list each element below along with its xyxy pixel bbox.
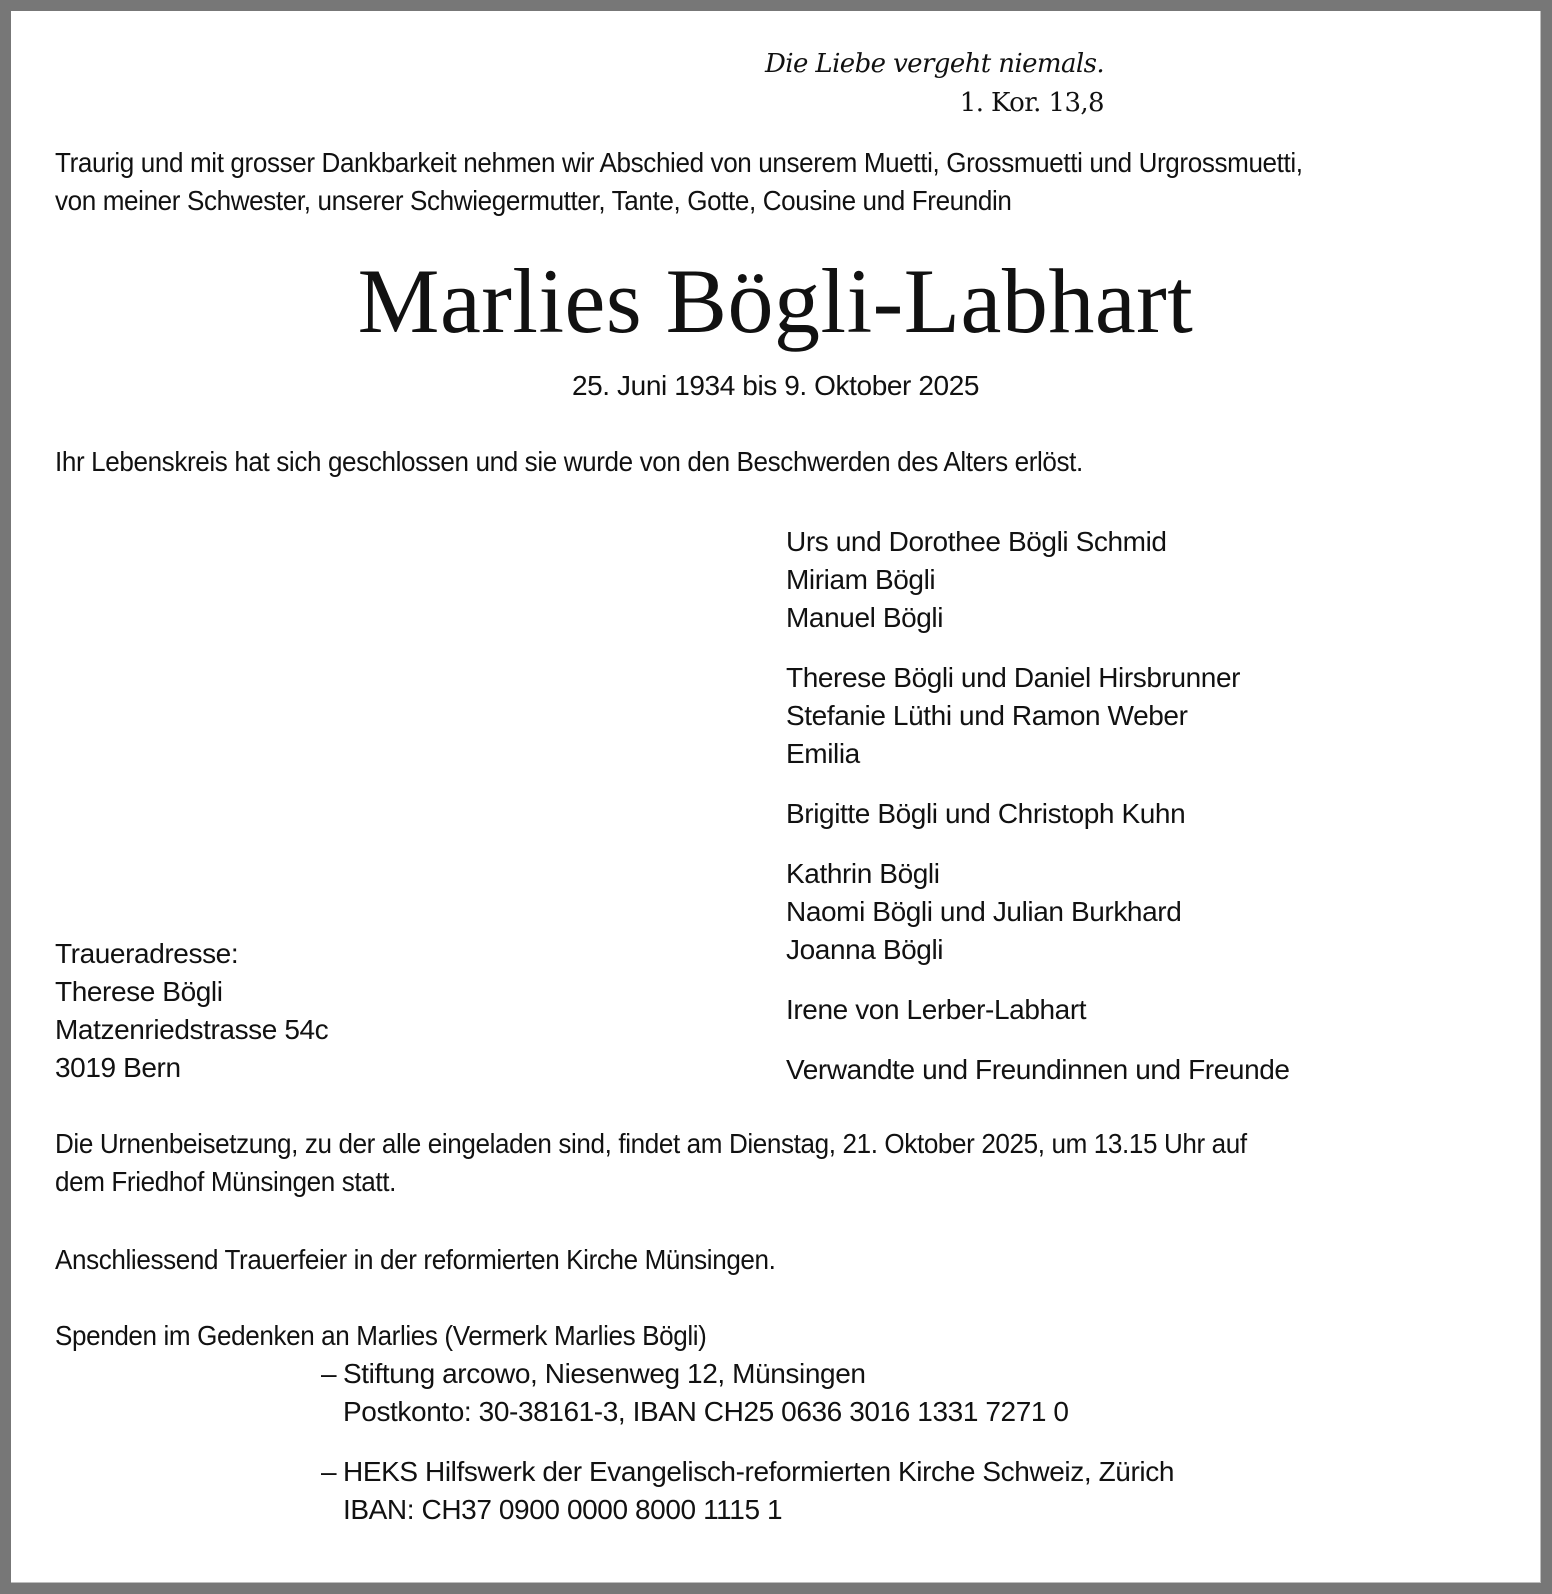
mourner-group bbox=[786, 1051, 1290, 1089]
donation-item bbox=[321, 1355, 1069, 1431]
mourner: Urs und Dorothee Bögli Schmid bbox=[786, 526, 1167, 557]
mourner-group bbox=[786, 795, 1290, 833]
dash-bullet: – bbox=[321, 1358, 337, 1389]
burial-line: dem Friedhof Münsingen statt. bbox=[55, 1166, 396, 1197]
closing-sentence: Ihr Lebenskreis hat sich geschlossen und sie wurde von den Beschwerden des Alters erlöst. bbox=[55, 446, 1083, 477]
mourner: Verwandte und Freundinnen und Freunde bbox=[786, 1054, 1290, 1085]
donations-intro: Spenden im Gedenken an Marlies (Vermerk Marlies Bögli) bbox=[55, 1320, 707, 1351]
donation-account: Postkonto: 30-38161-3, IBAN CH25 0636 3016 1331 7271 0 bbox=[343, 1396, 1069, 1427]
intro-line: von meiner Schwester, unserer Schwiegermutter, Tante, Gotte, Cousine und Freundin bbox=[55, 185, 1012, 216]
donation-recipient: Stiftung arcowo, Niesenweg 12, Münsingen bbox=[343, 1358, 866, 1389]
address-name: Therese Bögli bbox=[55, 976, 223, 1007]
donation-recipient: HEKS Hilfswerk der Evangelisch-reformierten Kirche Schweiz, Zürich bbox=[343, 1456, 1174, 1487]
address-city: 3019 Bern bbox=[55, 1052, 181, 1083]
mourner: Emilia bbox=[786, 738, 860, 769]
ceremony-notice: Anschliessend Trauerfeier in der reformierten Kirche Münsingen. bbox=[55, 1244, 776, 1275]
donation-account: IBAN: CH37 0900 0000 8000 1115 1 bbox=[343, 1494, 783, 1525]
burial-notice bbox=[55, 1125, 1247, 1201]
address-street: Matzenriedstrasse 54c bbox=[55, 1014, 329, 1045]
mourner-group bbox=[786, 659, 1290, 773]
mourner: Brigitte Bögli und Christoph Kuhn bbox=[786, 798, 1186, 829]
mourner: Manuel Bögli bbox=[786, 602, 944, 633]
mourner: Joanna Bögli bbox=[786, 934, 944, 965]
burial-line: Die Urnenbeisetzung, zu der alle eingeladen sind, findet am Dienstag, 21. Oktober 2025, um 13.15 Uhr auf bbox=[55, 1128, 1247, 1159]
motto-quote: Die Liebe vergeht niemals. bbox=[765, 49, 1104, 79]
motto bbox=[765, 45, 1104, 123]
mourner: Therese Bögli und Daniel Hirsbrunner bbox=[786, 662, 1241, 693]
address-label: Traueradresse: bbox=[55, 938, 239, 969]
mourner-group bbox=[786, 523, 1290, 637]
life-dates: 25. Juni 1934 bis 9. Oktober 2025 bbox=[571, 370, 980, 401]
deceased-name: Marlies Bögli-Labhart bbox=[357, 250, 1194, 352]
mourner: Irene von Lerber-Labhart bbox=[786, 994, 1087, 1025]
motto-reference: 1. Kor. 13,8 bbox=[959, 88, 1104, 118]
mourning-address bbox=[55, 935, 328, 1087]
mourner: Miriam Bögli bbox=[786, 564, 936, 595]
mourner: Stefanie Lüthi und Ramon Weber bbox=[786, 700, 1188, 731]
mourner: Kathrin Bögli bbox=[786, 858, 940, 889]
mourners-list bbox=[786, 523, 1290, 1111]
donation-item bbox=[321, 1453, 1174, 1529]
dash-bullet: – bbox=[321, 1456, 337, 1487]
mourner-group bbox=[786, 991, 1290, 1029]
mourner-group bbox=[786, 855, 1290, 969]
mourner: Naomi Bögli und Julian Burkhard bbox=[786, 896, 1182, 927]
obituary-card bbox=[11, 11, 1541, 1583]
intro-text bbox=[55, 144, 1303, 220]
intro-line: Traurig und mit grosser Dankbarkeit nehmen wir Abschied von unserem Muetti, Grossmuetti und Urgrossmuetti, bbox=[55, 147, 1303, 178]
